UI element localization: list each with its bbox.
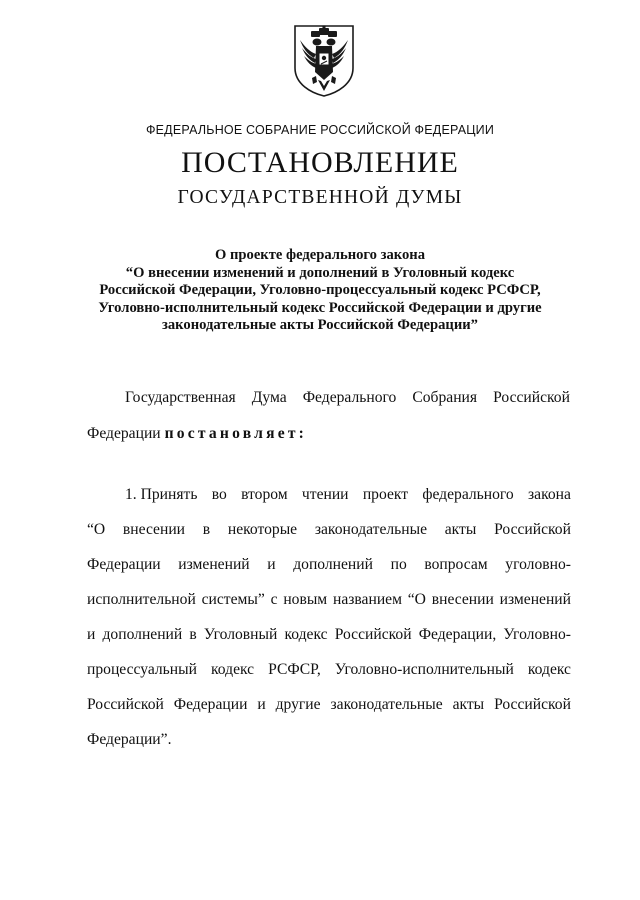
word: втором (241, 486, 288, 503)
heading-line: законодательные акты Российской Федерации” (162, 317, 478, 333)
word: Федерации, (418, 626, 497, 643)
word: акты (452, 696, 485, 713)
word: Федерального (302, 389, 397, 406)
word: дополнений (293, 556, 373, 573)
word: кодекс (211, 661, 255, 678)
word: в (202, 521, 211, 538)
heading-line: О проекте федерального закона (215, 247, 425, 263)
word: Государственная (125, 389, 236, 406)
word: изменений (178, 556, 250, 573)
paragraph-line (87, 652, 571, 687)
paragraph-1 (87, 477, 571, 757)
heading-line: Российской Федерации, Уголовно-процессуальный кодекс РСФСР, (99, 282, 541, 298)
word: процессуальный (87, 661, 197, 678)
paragraph-line (87, 722, 571, 757)
word: Федерации (87, 425, 161, 442)
word: Российской (494, 696, 571, 713)
word: названием (332, 591, 402, 608)
preamble-line (87, 416, 570, 452)
preamble-line (87, 380, 570, 416)
word: некоторые (227, 521, 298, 538)
word: “О (407, 591, 426, 608)
word: Российской (87, 696, 164, 713)
word: проект (362, 486, 409, 503)
word: внесении (122, 521, 186, 538)
word: федерального (422, 486, 514, 503)
word: исполнительной (87, 591, 196, 608)
word: другие (275, 696, 321, 713)
word: вопросам (424, 556, 488, 573)
word: и (257, 696, 266, 713)
word: Дума (251, 389, 287, 406)
word: кодекс (527, 661, 571, 678)
word: и (267, 556, 276, 573)
word: кодекс (284, 626, 328, 643)
paragraph-line (87, 477, 571, 512)
word: Уголовный (203, 626, 278, 643)
paragraph-line (87, 512, 571, 547)
preamble (87, 380, 570, 452)
paragraph-line (87, 582, 571, 617)
word: чтении (301, 486, 349, 503)
word: с (270, 591, 278, 608)
word: дополнений (102, 626, 183, 643)
word: и (87, 626, 96, 643)
document-issuer-subtitle: ГОСУДАРСТВЕННОЙ ДУМЫ (177, 187, 463, 208)
heading-line: Уголовно-исполнительный кодекс Российской Федерации и другие (98, 299, 542, 316)
word: законодательные (314, 521, 428, 538)
word: изменений (499, 591, 571, 608)
word: системы” (201, 591, 265, 608)
word: Федерации (173, 696, 248, 713)
word: уголовно- (505, 556, 571, 573)
word: закона (528, 486, 571, 503)
word: Российской (494, 521, 571, 538)
russian-coat-of-arms-icon (292, 22, 356, 98)
paragraph-line (87, 547, 571, 582)
word: Российской (334, 626, 412, 643)
word: 1. Принять (125, 486, 198, 503)
paragraph-line (87, 617, 571, 652)
paragraph-line (87, 687, 571, 722)
law-draft-heading (60, 247, 580, 335)
word: Собрания (412, 389, 478, 406)
document-type-title: ПОСТАНОВЛЕНИЕ (181, 146, 459, 179)
heading-line: “О внесении изменений и дополнений в Уголовный кодекс (125, 264, 515, 281)
word: Российской (493, 389, 570, 406)
word: внесении (431, 591, 494, 608)
resolution-verb: постановляет: (164, 425, 308, 442)
word: Федерации”. (87, 731, 172, 748)
federal-assembly-heading: ФЕДЕРАЛЬНОЕ СОБРАНИЕ РОССИЙСКОЙ ФЕДЕРАЦИИ (145, 123, 495, 137)
word: Уголовно-исполнительный (334, 661, 514, 678)
word: Федерации (87, 556, 161, 573)
word: акты (444, 521, 477, 538)
word: во (211, 486, 227, 503)
word: в (189, 626, 197, 643)
word: по (390, 556, 407, 573)
word: РСФСР, (268, 661, 321, 678)
word: новым (283, 591, 328, 608)
word: “О (87, 521, 106, 538)
word: Уголовно- (503, 626, 571, 643)
word: законодательные (330, 696, 443, 713)
